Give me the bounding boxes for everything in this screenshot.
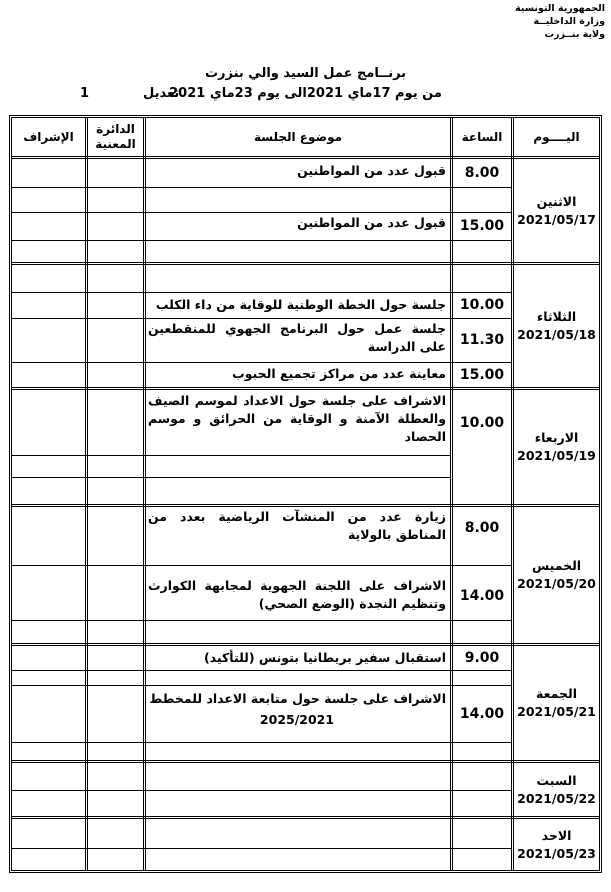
day-cell [514,646,599,760]
row-divider [12,790,511,791]
row-divider [12,318,511,319]
session-time: 15.00 [459,218,505,234]
day-date: 2021/05/18 [517,327,596,342]
session-time: 14.00 [459,705,505,722]
session-subject: زيارة عدد من المنشآت الرياضية بعدد من المناطق بالولاية [148,509,446,542]
row-divider [12,187,511,188]
day-date: 2021/05/20 [517,576,596,591]
row-divider [12,670,511,671]
day-name: الاثنين [536,193,577,209]
day-date: 2021/05/17 [517,211,596,227]
session-subject-continued: 2025/2021 [259,712,335,727]
day-separator [12,760,599,763]
page-subtitle: من يوم 17ماي 2021الى يوم 23ماي 2021 [169,86,442,101]
session-time: 8.00 [464,520,500,536]
row-divider [12,685,511,686]
session-subject: الاشراف على اللجنة الجهوية لمجابهة الكوارث وتنظيم النجدة (الوضع الصحي) [148,578,446,611]
day-cell [514,265,599,387]
column-divider [143,118,146,870]
column-header-day: اليــــوم [533,129,580,144]
column-divider [85,118,88,870]
row-divider [12,848,511,849]
column-header-time: الساعة [461,129,503,144]
session-subject: جلسة حول الخطة الوطنية للوقاية من داء الكلب [155,297,446,312]
row-divider [12,240,511,241]
letterhead-republic: الجمهورية التونسية [515,3,605,14]
letterhead-governorate: ولاية بنــزرت [544,29,605,40]
letterhead [515,2,605,41]
session-subject: الاشراف على جلسة حول متابعة الاعداد للمخطط [149,691,446,706]
day-date: 2021/05/22 [517,790,596,806]
session-time: 14.00 [459,588,505,604]
day-name: الاحد [541,827,572,843]
day-name: الخميس [531,558,582,573]
row-divider [12,620,511,621]
day-name: السبت [536,772,577,788]
day-cell [514,763,599,816]
row-divider [12,477,451,478]
session-subject: الاشراف على جلسة حول الاعداد لموسم الصيف والعطلة الآمنة و الوقاية من الحرائق و موسم الحصاد [148,393,446,444]
session-subject: قبول عدد من المواطنين [297,215,446,230]
session-subject: معاينة عدد من مراكز تجميع الحبوب [232,366,446,381]
day-name: الاربعاء [534,430,579,445]
day-date: 2021/05/19 [517,448,596,463]
modification-number: 1 [80,86,90,101]
page-title: برنــامج عمل السيد والي بنزرت [204,66,407,81]
row-divider [12,292,511,293]
day-cell [514,507,599,643]
row-divider [12,742,511,743]
session-subject: جلسة عمل حول البرنامج الجهوي للمنقطعين على الدراسة [148,321,446,354]
session-time: 11.30 [459,332,505,348]
session-subject: استقبال سفير بريطانيا بتونس (للتأكيد) [203,650,446,665]
session-subject: قبول عدد من المواطنين [297,163,446,178]
day-separator [12,262,599,265]
day-cell [514,159,599,262]
day-date: 2021/05/23 [517,845,596,861]
session-time: 10.00 [459,297,505,313]
day-cell [514,819,599,870]
row-divider [12,362,511,363]
session-time: 10.00 [459,414,505,431]
column-header-subject: موضوع الجلسة [253,129,343,144]
column-header-supervision: الإشراف [23,129,74,144]
column-header-department: الدائرة المعنية [95,122,136,151]
day-name: الثلاثاء [536,309,577,324]
row-divider [12,455,451,456]
day-name: الجمعة [536,686,578,701]
letterhead-ministry: وزارة الداخليــة [533,16,605,27]
session-time: 15.00 [459,366,505,383]
session-time: 9.00 [464,650,500,666]
session-time: 8.00 [464,165,500,181]
row-divider [12,212,511,213]
day-cell [514,390,599,504]
modification-label: تعديل [143,86,180,101]
day-separator [12,816,599,819]
row-divider [12,565,511,566]
day-date: 2021/05/21 [517,704,596,719]
